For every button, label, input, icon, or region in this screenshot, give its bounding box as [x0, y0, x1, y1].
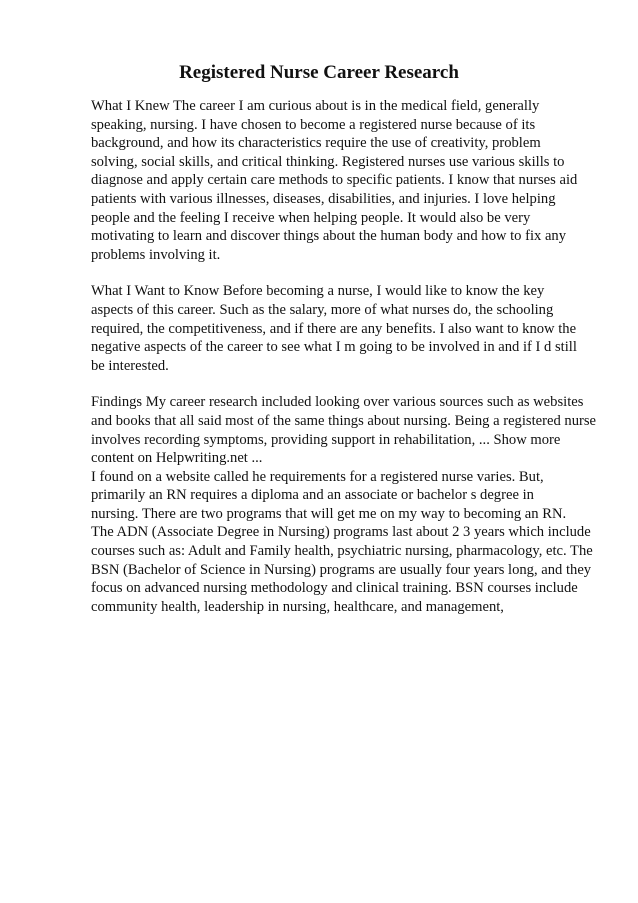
text-line: be interested.	[91, 357, 169, 374]
text-line: BSN (Bachelor of Science in Nursing) programs are usually four years long, and they	[91, 561, 592, 578]
text-line: people and the feeling I receive when helping people. It would also be very	[91, 209, 531, 226]
paragraph-findings	[91, 393, 601, 616]
document-title: Registered Nurse Career Research	[179, 62, 459, 83]
text-line: background, and how its characteristics require the use of creativity, problem	[91, 135, 541, 152]
text-line: motivating to learn and discover things about the human body and how to fix any	[91, 228, 567, 245]
text-line: and books that all said most of the same things about nursing. Being a registered nurse	[91, 412, 597, 429]
text-line: What I Want to Know Before becoming a nurse, I would like to know the key	[91, 283, 545, 300]
text-line: content on Helpwriting.net ...	[91, 450, 263, 467]
text-line: negative aspects of the career to see what I m going to be involved in and if I d still	[91, 339, 577, 356]
document-body	[91, 97, 601, 634]
paragraph-what-i-knew	[91, 97, 601, 264]
text-line: primarily an RN requires a diploma and an associate or bachelor s degree in	[91, 487, 534, 504]
paragraph-what-i-want-to-know	[91, 282, 601, 375]
text-line: I found on a website called he requirements for a registered nurse varies. But,	[91, 468, 544, 485]
text-line: problems involving it.	[91, 246, 221, 263]
text-line: What I Knew The career I am curious about is in the medical field, generally	[91, 98, 540, 114]
text-line: The ADN (Associate Degree in Nursing) programs last about 2 3 years which include	[91, 524, 591, 541]
text-line: involves recording symptoms, providing support in rehabilitation, ... Show more	[91, 431, 561, 448]
text-line: speaking, nursing. I have chosen to become a registered nurse because of its	[91, 116, 536, 133]
text-line: diagnose and apply certain care methods to specific patients. I know that nurses aid	[91, 172, 578, 189]
text-line: Findings My career research included looking over various sources such as websites	[91, 394, 584, 411]
text-line: required, the competitiveness, and if there are any benefits. I also want to know the	[91, 320, 577, 337]
text-line: community health, leadership in nursing, healthcare, and management,	[91, 598, 504, 615]
text-line: patients with various illnesses, diseases, disabilities, and injuries. I love helping	[91, 190, 556, 207]
text-line: focus on advanced nursing methodology and clinical training. BSN courses include	[91, 580, 578, 597]
text-line: nursing. There are two programs that will get me on my way to becoming an RN.	[91, 505, 567, 522]
text-line: courses such as: Adult and Family health, psychiatric nursing, pharmacology, etc. The	[91, 543, 593, 560]
text-line: solving, social skills, and critical thinking. Registered nurses use various skills to	[91, 153, 565, 170]
text-line: aspects of this career. Such as the salary, more of what nurses do, the schooling	[91, 301, 554, 318]
